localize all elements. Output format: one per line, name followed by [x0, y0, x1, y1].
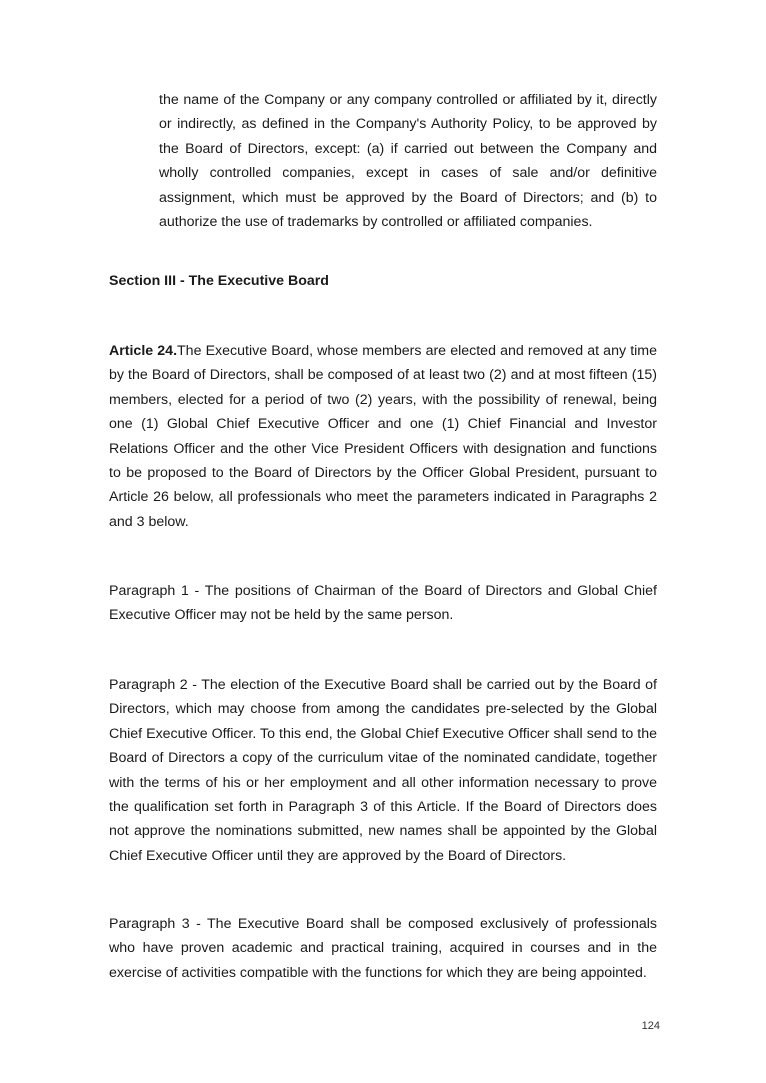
article-24: [109, 339, 657, 534]
paragraph-3: Paragraph 3 - The Executive Board shall be composed exclusively of professionals who have proven academic and practical training, acquired in courses and in the exercise of activities compatible with the functions for which they are being appointed.: [109, 916, 657, 981]
paragraph-2: Paragraph 2 - The election of the Executive Board shall be carried out by the Board of Directors, which may choose from among the candidates pre-selected by the Global Chief Executive Officer. To this end, the Global Chief Executive Officer shall send to the Board of Directors a copy of the curriculum vitae of the nominated candidate, together with the terms of his or her employment and all other information necessary to prove the qualification set forth in Paragraph 3 of this Article. If the Board of Directors does not approve the nominations submitted, new names shall be appointed by the Global Chief Executive Officer until they are approved by the Board of Directors.: [109, 677, 657, 864]
continuation-paragraph: the name of the Company or any company controlled or affiliated by it, directly or indirectly, as defined in the Company's Authority Policy, to be approved by the Board of Directors, except: (a) if carried out between the Company and wholly controlled companies, except in cases of sale and/or definitive assignment, which must be approved by the Board of Directors; and (b) to authorize the use of trademarks by controlled or affiliated companies.: [159, 92, 657, 231]
section-heading: Section III - The Executive Board: [109, 273, 329, 289]
page-number: 124: [641, 1020, 660, 1032]
article-text: The Executive Board, whose members are elected and removed at any time by the Board of Directors, shall be composed of at least two (2) and at most fifteen (15) members, elected for a period of two (2) years, with the possibility of renewal, being one (1) Global Chief Executive Officer and one (1) Chief Financial and Investor Relations Officer and the other Vice President Officers with designation and functions to be proposed to the Board of Directors by the Officer Global President, pursuant to Article 26 below, all professionals who meet the parameters indicated in Paragraphs 2 and 3 below.: [109, 343, 657, 530]
paragraph-1: Paragraph 1 - The positions of Chairman of the Board of Directors and Global Chief Executive Officer may not be held by the same person.: [109, 583, 657, 624]
article-label: Article 24.: [109, 343, 178, 359]
